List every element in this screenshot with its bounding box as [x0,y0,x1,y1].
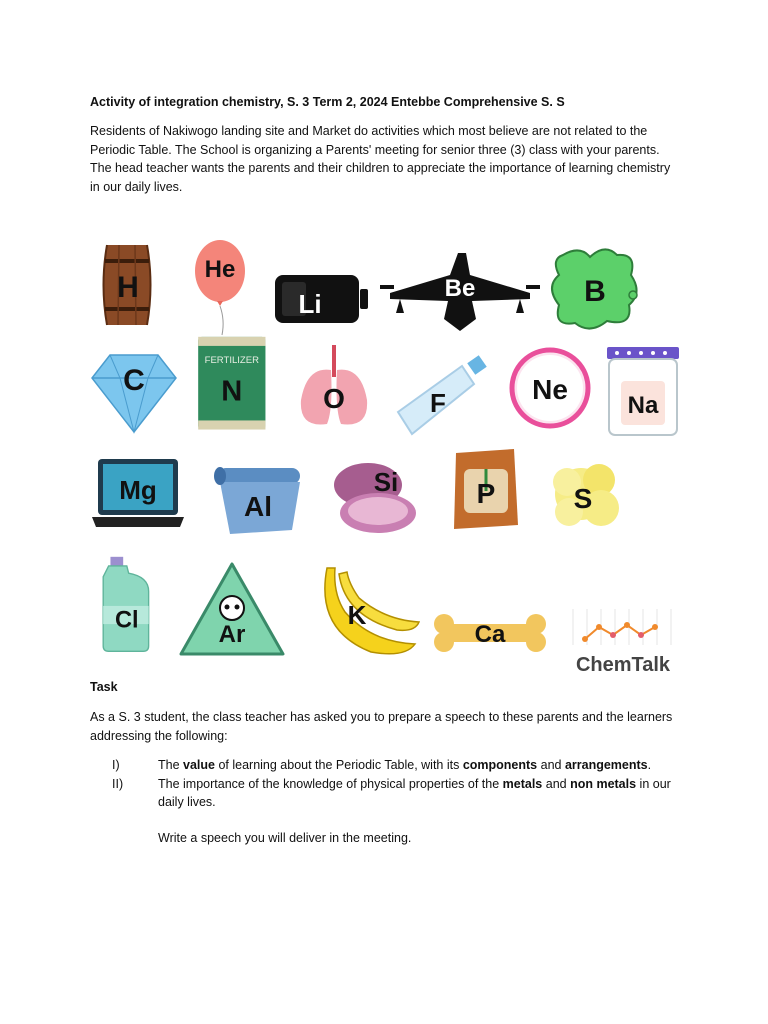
symbol-ne: Ne [532,374,568,405]
fertilizer-label: FERTILIZER [204,355,260,367]
periodic-elements-illustration [85,235,685,675]
symbol-n: N [221,375,243,408]
battery-icon [272,235,372,335]
makeup-tin-icon [330,455,430,555]
symbol-al: Al [244,491,272,522]
chemtalk-logo [563,595,683,695]
fertilizer-bag-icon [190,335,290,435]
symbol-c: C [123,364,145,397]
list-number: I) [112,758,120,772]
symbol-ca: Ca [474,621,506,648]
bone-icon [430,585,550,685]
symbol-b: B [584,275,606,308]
task-heading: Task [90,680,118,694]
seed-packet-icon [450,445,550,545]
salt-jar-icon [605,345,705,445]
symbol-li: Li [298,289,322,319]
list-number: II) [112,776,124,791]
symbol-si: Si [373,467,399,497]
symbol-o: O [323,383,345,414]
symbol-mg: Mg [119,475,157,505]
slime-icon [545,235,645,335]
symbol-h: H [117,271,139,304]
balloon-icon [185,235,285,335]
chemtalk-wordmark: ChemTalk [575,654,671,676]
symbol-cl: Cl [115,607,139,634]
toothpaste-icon [390,350,490,450]
barrel-icon [85,235,185,335]
symbol-na: Na [627,392,659,419]
list-item: II) The importance of the knowledge of physical properties of the metals and non metals in our daily lives. [112,776,671,810]
symbol-s: S [573,483,593,514]
intro-paragraph: Residents of Nakiwogo landing site and Market do activities which most believe are not related to the Periodic Table. The School is organizing a Parents' meeting for senior three (3) class with your parents. The head teacher wants the parents and their children to appreciate the importance of learning chemistry in our daily lives. [90,124,671,195]
lungs-icon [295,340,395,440]
symbol-ar: Ar [218,621,246,648]
sulfur-powder-icon [545,450,645,550]
laptop-icon [90,455,190,555]
diamond-icon [90,340,190,440]
symbol-he: He [204,256,236,283]
jet-icon [380,235,540,335]
task-list [90,756,690,812]
symbol-be: Be [444,275,476,302]
hazard-sign-icon [175,560,285,660]
list-item: I) The value of learning about the Periodic Table, with its components and arrangements. [90,756,690,775]
task-intro: As a S. 3 student, the class teacher has asked you to prepare a speech to these parents and the learners addressing the following: [90,710,673,743]
foil-roll-icon [210,460,310,560]
symbol-p: P [476,478,496,509]
document-title: Activity of integration chemistry, S. 3 Term 2, 2024 Entebbe Comprehensive S. S [90,95,565,109]
symbol-f: F [430,388,446,418]
banana-icon [315,560,415,660]
closing-instruction: Write a speech you will deliver in the meeting. [158,831,412,845]
neon-ring-icon [500,340,600,440]
symbol-k: K [347,600,367,630]
